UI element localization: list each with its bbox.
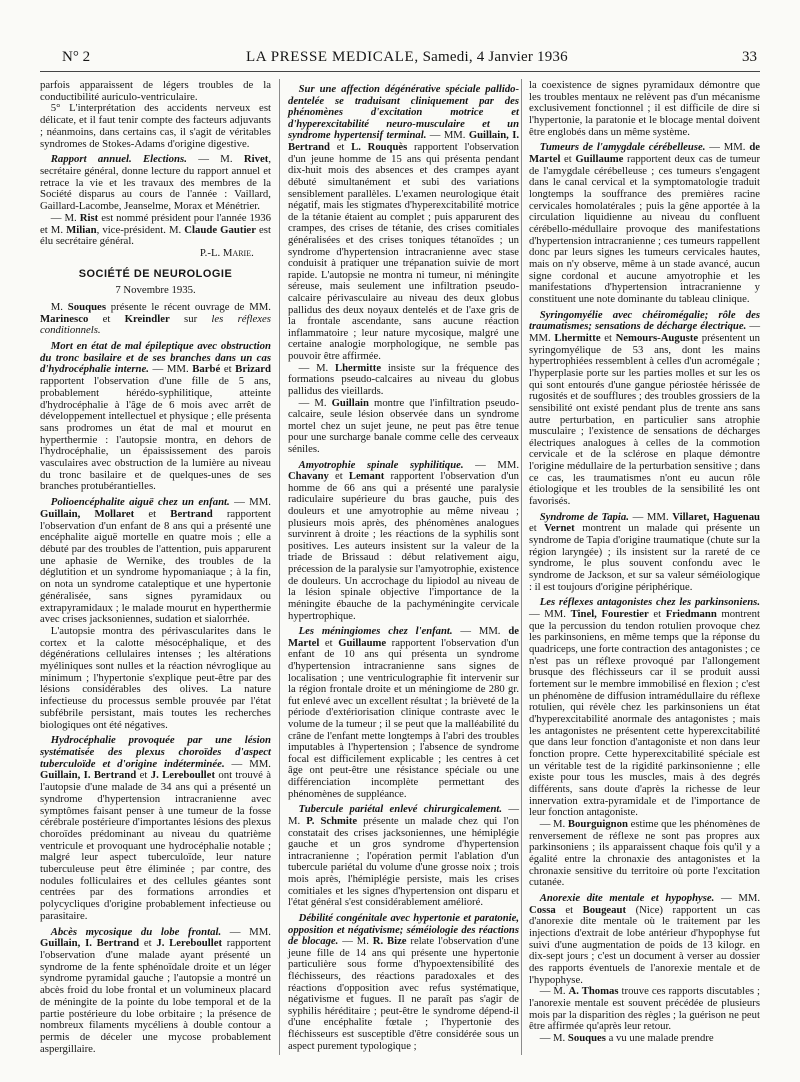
body-text: — MM. [705,141,750,154]
author-name: Claude Gautier [184,223,256,236]
paragraph [529,142,760,305]
paragraph [40,341,271,493]
paragraph [40,302,271,337]
paragraph [40,626,271,731]
section-date: 7 Novembre 1935. [115,284,196,297]
author-name: Cossa [529,903,556,916]
body-text: — MM. [529,320,761,344]
body-text: ont trouvé à l'autopsie d'une malade de 34 ans qui a présenté un syndrome d'hypertension intracranienne avec symptômes faisant penser à une tumeur de la fosse cérébrale postérieure d'importantes lésions des plexus choroïdes prédominant au niveau du quatrième ventricule et provoquant une hydrocéphalie notable ; malgré leur aspect tuberculoïde, leur nature tuberculeuse peut être éliminée ; par contre, des nodules folliculaires et des cellules géantes sont centrées par des formations arrondies et polycycliques d'origine probablement infectieuse ou parasitaire. [40,769,271,922]
paragraph [288,626,519,800]
body-text: — M. [539,985,569,998]
paragraph [529,819,760,889]
author-name: Marinesco [40,312,89,325]
author-name: Bougeaut [582,903,627,916]
body-text: rapportent l'observation d'une fille de 5 ans, probablement hérédo-syphilitique, atteinte d'hydrocéphalie à l'âge de 6 mois avec arrêt de développement intellectuel et physique ; elle présenta sans prodromes un état de mal et mourut en hyperthermie : l'autopsie montra, en dehors de l'hydrocéphalie, un épaississement des parois vasculaires avec obstruction de la lumière au niveau du tronc basilaire et de quelques-unes de ses branches protubérantielles. [40,375,271,493]
body-text: et [555,903,583,916]
column-middle [288,80,519,1054]
body-text: relate l'observation d'une jeune fille de 14 ans qui présente une hypertonie particulière sous forme d'hypoextensibilité des fléchisseurs, des réactions paradoxales et des réactions d'opposition avec refus systématique, négativisme et fugues. Il ne paraît pas s'agir de syphilis héréditaire ; peut-être le syndrome dépend-il d'une encéphalite fœtale ; l'hypertonie des fléchisseurs est susceptible d'être considérée sous un aspect purement typologique ; [288,936,519,1052]
body-text: et [134,507,171,520]
author-name: de Martel [288,626,519,649]
author-name: P. Schmite [306,815,358,827]
body-text: trouve ces rapports discutables ; l'anorexie mentale est souvent précédée de plusieurs mois par la disparition des règles ; la guérison ne peut être affirmée qu'après leur retour. [529,985,760,1033]
body-text: et [136,769,151,782]
body-text: — MM. [224,757,271,770]
body-text: présente le récent ouvrage de MM. [106,300,271,313]
section-heading: SOCIÉTÉ DE NEUROLOGIE [78,268,233,281]
issue-date: Samedi, 4 Janvier 1936 [422,49,568,65]
body-text: et [328,471,349,483]
paragraph [288,804,519,908]
body-text: et [329,142,352,154]
paragraph [529,597,760,818]
author-name: Nemours-Auguste [615,331,699,344]
body-text: rapportent l'observation d'un homme de 66 ans qui a présenté une paralysie radiculaire supérieure du bras gauche, puis des douleurs et une amyotrophie au même niveau ; plusieurs mois après, des phénomènes analogues survinrent à droite ; les réactions de la syphilis sont positives. Les auteurs insistent sur la valeur de la triade de Brissaud : début relativement aigu, précession de la paralysie sur l'amyotrophie, existence de douleurs. Un accrochage du lipiodol au niveau de la lésion spinale objective l'importance de la méningite ébauche de la pachyméningite cervicale hypertrophique. [288,471,519,622]
author-name: Vernet [544,522,575,535]
author-name: Kreindler [124,312,170,325]
author-name: Tinel, Fourestier [570,608,649,621]
communication-title: Mort en état de mal épileptique avec obstruction du tronc basilaire et de ses branches dans un cas d'hydrocéphalie interne. [40,339,271,376]
author-name: Chavany [288,471,329,483]
header-rule [40,71,760,72]
author-name: J. Lereboullet [156,937,223,950]
body-text: — M. [338,936,373,948]
communication-title: Syringomyélie avec chéiromégalie; rôle des traumatismes; sensations de décharge électrique. [529,308,760,333]
paragraph [288,460,519,623]
body-text: — MM. [529,608,571,621]
communication-title: Anorexie dite mentale et hypophyse. [539,891,715,904]
body-text: — M. [298,362,335,374]
author-name: Lhermitte [554,331,601,344]
body-text: 5° L'interprétation des accidents nerveux est délicate, et il faut tenir compte des facteurs adjuvants ; néanmoins, dans certains cas, il s'agit de véritables syndromes de Stokes-Adams d'origine digestive. [40,102,271,150]
author-name: de Martel [529,141,760,165]
author-name: Guillain [331,397,369,409]
paragraph [529,893,760,986]
body-text: , secrétaire général, donne lecture du rapport annuel et retrace la vie et les travaux des membres de la Société disparus au cours de l'année : Vaillard, Gaillard-Lacombe, Jeanselme, Morax et Ménétrier. [40,153,272,213]
body-text: L'autopsie montra des périvascularites dans le cortex et la calotte mésocéphalique, et des dégénérations cellulaires intenses ; les altérations myéliniques sont nulles et la réaction névroglique au minimum ; l'hypertonie s'explique peut-être par des lésions considérables des olives. La nature infectieuse du processus semble prouvée par l'état subfébrile persistant, mais toutes les recherches biologiques ont été négatives. [40,624,271,731]
body-text: et [88,312,125,325]
body-text: et [600,331,616,344]
communication-title: Sur une affection dégénérative spéciale pallido-dentelée se traduisant cliniquement par des phénomènes d'excitation motrice et d'hyperexcitabilité neuro-musculaire et un syndrome hypertensif terminal. [288,84,519,142]
communication-title: Les méningiomes chez l'enfant. [298,626,453,638]
body-text: — MM. [452,626,509,638]
body-text: — MM. [148,363,193,376]
body-text: — M. [298,397,332,409]
column-rule [279,79,280,1055]
author-name: A. Thomas [568,985,619,998]
author-name: Friedmann [665,608,717,621]
body-text: est élu secrétaire général. [40,223,271,248]
paragraph [288,913,519,1052]
body-text: est nommé président pour l'année 1936 et M. [40,211,271,236]
body-text: et [139,937,157,950]
paragraph [40,735,271,922]
signature-name: Marie. [222,246,254,259]
body-text: — MM. [463,459,519,471]
body-text: présentent un syringomyélique de 53 ans, dont les mains hypertrophiées ressemblent à celles d'un acromégale ; l'hyperplasie porte sur les parties molles et sur les os qui sont entourés d'une gangue périostée hérissée de rugosités et de soufflures ; des troubles grossiers de la sensibilité ont existé pendant plus de trente ans sans autre perturbation, en particulier sans atrophie musculaire ; l'existence de sensations de décharges électriques analogues à celles de la commotion cervicale et de la sclérose en plaque démontre l'origine médullaire de la perturbation sensitive ; dans ce cas, les traumatismes n'ont eu aucun rôle étiologique et les troubles de la sensibilité les ont favorisés. [529,331,760,508]
author-name: Barbé [192,363,221,376]
author-name: Souques [67,300,107,313]
paragraph [288,84,519,363]
body-text: rapportent l'observation d'un jeune homme de 15 ans qui présenta pendant dix-huit mois des absences et des crampes ayant débuté simultanément et subi des variations sensiblement parallèles. L'examen neurologique était négatif, mais les stigmates d'hyperexcitabilité motrice de la tétanie étaient au complet ; puis apparurent des crampes, des crises de tétanie, des crises comitiales généralisées et des crises toniques tétanoïdes ; un syndrome d'hypertension intracranienne avec stase conduisit à pratiquer une trépanation suivie de mort rapide. L'autopsie ne montra ni tumeur, ni méningite séreuse, mais seulement une infiltration pseudo-calcaire périvasculaire au niveau des deux globus pallidus des deux noyaux dentelés et de l'axe gris de la frontale ascendante, sans aucune réaction inflammatoire ; leur nature mycosique, malgré une certaine analogie morphologique, ne semble pas pouvoir être affirmée. [288,142,519,363]
author-name: Guillaume [338,637,387,649]
body-text: (Nice) rapportent un cas d'anorexie dite mentale où le traitement par les injections d'extrait de lobe antérieur d'hypophyse fut suivi d'une augmentation de poids de 13 kilogr. en dix-sept jours ; c'est un document à verser au dossier des rapports éventuels de l'anorexie mentale et de l'hypophyse. [529,903,761,986]
paragraph [40,497,271,626]
body-text: — MM. [628,510,673,523]
italic-text: les réflexes conditionnels. [40,312,271,337]
column-left [40,80,271,1054]
communication-title: Syndrome de Tapia. [539,510,629,523]
body-text: montre que l'infiltration pseudo-calcaire, seule lésion observée dans un syndrome mortel chez un sujet jeune, ne peut pas être tenue pour une surcharge banale comme celle des cerveaux séniles. [288,397,519,455]
journal-title: LA PRESSE MEDICALE, [246,49,419,65]
body-text: — M. [50,211,80,224]
paragraph [529,80,760,138]
body-text: , vice-président. M. [96,223,185,236]
author-name: Souques [567,1031,606,1044]
author-name: Guillain, I. Bertrand [288,130,519,154]
body-text: rapportent l'observation d'un enfant de 8 ans qui a présenté une encéphalite aiguë mortelle en quatre mois ; elle a débuté par des troubles de l'attention, puis apparurent une aphasie de Wernike, des troubles de la déglutition et un syndrome hypomaniaque ; à la fin, on nota un syndrome cataleptique et une hypertonie généralisée, sans signes pyramidaux ou extrapyramidaux ; le malade mourut en hyperthermie avec crises jacksoniennes, sudation et sialorrhée. [40,507,271,626]
body-text: — M. [539,817,568,830]
author-name: Lhermitte [334,362,382,374]
communication-title: Amyotrophie spinale syphilitique. [298,459,464,471]
communication-title: Les réflexes antagonistes chez les parkinsoniens. [539,596,760,609]
body-text: — MM. [221,925,271,938]
body-text: — MM. [426,130,469,142]
body-text: et [220,363,236,376]
signature [40,248,271,260]
issue-number: N° 2 [62,49,91,65]
communication-title: Polioencéphalite aiguë chez un enfant. [50,496,230,509]
body-text: — MM. [229,496,271,509]
body-text: M. [50,300,68,313]
communication-title: Abcès mycosique du lobe frontal. [50,925,222,938]
author-name: R. Bize [372,936,407,948]
page-number: 33 [742,49,757,65]
body-text: et [319,637,339,649]
body-text: estime que les phénomènes de renversement de réflexe ne sont pas propres aux parkinsoniens ; ils apparaissent chaque fois qu'il y a égalité entre la chronaxie des antagonistes et la chronaxie sensitive du territoire où porte l'excitation cutanée. [529,817,760,889]
paragraph [529,310,760,508]
paragraph [40,213,271,248]
body-text: — MM. [714,891,760,904]
author-name: Lemant [348,471,385,483]
body-text: parfois apparaissent de légers troubles de la conductibilité auriculo-ventriculaire. [40,79,271,103]
communication-title: Débilité congénitale avec hypertonie et paratonie, opposition et négativisme; séméiologie des réactions de blocage. [288,912,519,948]
paragraph [40,927,271,1056]
body-text: la coexistence de signes pyramidaux démontre que les troubles mentaux ne relèvent pas d'un mécanisme exclusivement fonctionnel ; il est difficile de dire si l'hypertonie, la paratonie et le blocage mental doivent être englobés dans un même système. [529,79,760,138]
paragraph [40,103,271,150]
author-name: Brizard [235,363,271,376]
body-text: a vu une malade prendre [605,1031,714,1044]
body-text: rapportent deux cas de tumeur de l'amygdale cérébelleuse ; ces tumeurs s'engagent dans le canal cervical et la symptomatologie traduit longtemps la souffrance des premières racine cervicales homolatérales ; puis la gêne apportée à la circulation liquidienne au niveau du confluent cérébello-médullaire provoque des manifestations d'hypertension intracranienne ; ces tumeurs rappellent donc par leurs signes les tumeurs cervicales hautes, mais on n'y observe, même à un stade avancé, aucun signe cordonal et aucune amyotrophie et les manifestations d'hypertension intracranienne y constituent une note dominante du tableau clinique. [529,153,761,305]
author-name: Guillaume [575,153,624,165]
body-text: sur [169,312,212,325]
body-text: montrent que la percussion du tendon rotulien provoque chez les parkinsoniens, en même temps que la réponse du quadriceps, une forte contraction des antagonistes ; ce n'est pas un réflexe provoqué par l'allongement brusque des fléchisseurs car il se produit aussi fortement sur le membre immobilisé en flexion ; c'est un phénomène de diffusion intramédullaire du réflexe rotulien, qui révèle chez les parkinsoniens un état d'hyperexcitabilité anormale des antagonistes ; mais les antagonistes ne présentent cette hyperexcitabilité que dans leur fonction d'antagoniste et non dans leur fonction propre. Cette hyperexcitabilité spéciale est un véritable test de la rigidité parkinsonienne ; elle existe pour tous les muscles, mais à des degrés différents, sans doute d'après la richesse de leur innervation extra-pyramidale et de l'importance de leur fonction antagoniste. [529,608,760,819]
paragraph [288,363,519,398]
communication-title: Tumeurs de l'amygdale cérébelleuse. [539,141,706,154]
communication-title: Tubercule pariétal enlevé chirurgicalement. [298,804,502,816]
communication-title: Hydrocéphalie provoquée par une lésion systématisée des plexus choroïdes d'aspect tuberculoïde et d'origine indéterminée. [40,734,271,770]
author-name: L. Rouquès [351,142,408,154]
paragraph [529,986,760,1033]
author-name: Rist [79,211,99,224]
paragraph [288,398,519,456]
body-text: présente un malade chez qui l'on constatait des crises jacksoniennes, une hémiplégie gauche et un gros syndrome d'hypertension intracranienne ; l'opération permit l'ablation d'un tubercule pariétal du volume d'une grosse noix ; trois mois après, l'hémiplégie persiste, mais les crises comitiales et les signes d'hypertension ont disparu et l'état général s'est considérablement amélioré. [288,815,519,909]
paragraph [40,154,271,213]
body-text: P.-L. [199,246,223,259]
author-name: Milian [66,223,97,236]
author-name: J. Lereboullet [150,769,216,782]
author-name: Guillain, Mollaret [40,507,135,520]
author-name: Bourguignon [567,817,628,830]
body-text: rapportent l'observation d'un enfant de 10 ans qui présenta un syndrome d'hypertension intracranienne sans signes de localisation ; une ventriculographie fit intervenir sur la région frontale droite et un méningiome de 280 gr. fut enlevé avec un excellent résultat ; la brièveté de la période d'extériorisation clinique contraste avec le volume de la tumeur ; il se peut que la malléabilité du crâne de l'enfant mette longtemps à l'abri des troubles imputables à l'hypertension ; l'absence de syndrome focal est difficilement explicable ; les centres à cet âge ont peut-être une résistance spéciale ou une différenciation incomplète permettant des phénomènes de suppléance. [288,637,519,800]
body-text: et [648,608,666,621]
author-name: Villaret, Haguenau [672,510,760,523]
body-text: insiste sur la fréquence des formations pseudo-calcaires au niveau du globus pallidus des vieillards. [288,362,519,397]
author-name: Guillain, I. Bertrand [40,769,137,782]
running-head [246,47,568,67]
author-name: Bertrand [170,507,213,520]
body-text: rapportent l'observation d'une malade ayant présenté un syndrome de la fente sphénoïdale droite et un léger syndrome pyramidal gauche ; l'autopsie a montré un abcès froid du lobe frontal et un volumineux placard de méningite de la pointe du lobe temporal et de la partie postérieure du lobe orbitaire ; la présence de nombreux filaments mycéliens à double contour a permis de déceler une mycose probablement aspergillaire. [40,937,271,1055]
column-rule [521,79,522,1055]
author-name: Rivet [243,153,269,166]
paragraph [40,80,271,103]
paragraph [529,1033,760,1045]
body-text: — M. [186,153,244,166]
paragraph [529,512,760,594]
body-text: montrent un malade qui présente un syndrome de Tapia d'origine traumatique (chute sur la région laryngée) ; ils insistent sur la rareté de ce syndrome, le plus souvent confondu avec le syndrome de Jackson, et sur sa valeur séméiologique : il est toujours d'origine périphérique. [529,522,760,593]
body-text: et [529,522,545,535]
body-text: — M. [539,1031,568,1044]
column-right [529,80,760,1054]
body-text: — M. [288,804,519,827]
author-name: Guillain, I. Bertrand [40,937,140,950]
communication-title: Rapport annuel. Elections. [50,153,187,166]
body-text: et [560,153,576,165]
